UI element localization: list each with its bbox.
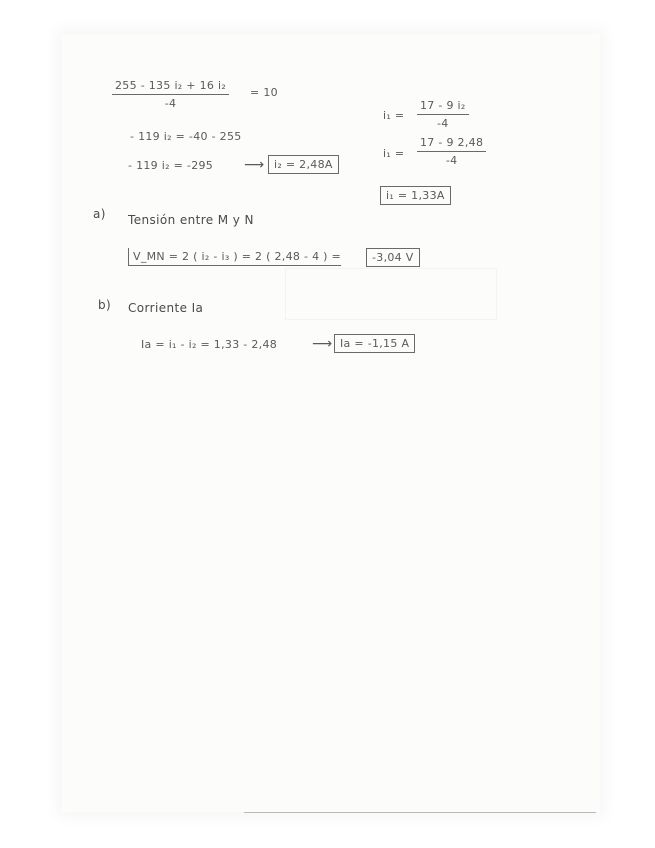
part-b-title: Corriente Ia bbox=[128, 301, 204, 315]
fraction-i1-2 bbox=[417, 137, 486, 166]
fraction-eq1 bbox=[112, 80, 229, 109]
page-edge-line bbox=[244, 812, 596, 813]
part-a-title: Tensión entre M y N bbox=[128, 213, 254, 227]
part-b-expression: Ia = i₁ - i₂ = 1,33 - 2,48 bbox=[141, 338, 278, 351]
i1-lhs-2: i₁ = bbox=[383, 147, 405, 160]
arrow-icon: ⟶ bbox=[244, 157, 265, 173]
part-a-expression: V_MN = 2 ( i₂ - i₃ ) = 2 ( 2,48 - 4 ) = bbox=[128, 248, 341, 266]
fraction-numerator: 17 - 9 i₂ bbox=[417, 100, 469, 115]
paper-sheet bbox=[62, 34, 600, 812]
fraction-numerator: 255 - 135 i₂ + 16 i₂ bbox=[112, 80, 229, 95]
eq1-rhs: = 10 bbox=[250, 86, 278, 99]
fraction-numerator: 17 - 9 2,48 bbox=[417, 137, 486, 152]
fraction-i1-1 bbox=[417, 100, 469, 129]
boxed-result-i2: i₂ = 2,48A bbox=[268, 155, 339, 174]
boxed-result-ia: Ia = -1,15 A bbox=[334, 334, 415, 353]
i1-lhs-1: i₁ = bbox=[383, 109, 405, 122]
show-through-rectangle bbox=[285, 268, 497, 320]
equation-line-2: - 119 i₂ = -40 - 255 bbox=[130, 130, 242, 143]
fraction-denominator: -4 bbox=[164, 97, 177, 110]
fraction-denominator: -4 bbox=[445, 154, 458, 167]
boxed-result-i1: i₁ = 1,33A bbox=[380, 186, 451, 205]
part-b-letter: b) bbox=[98, 298, 112, 312]
fraction-denominator: -4 bbox=[437, 117, 449, 130]
arrow-icon: ⟶ bbox=[312, 336, 333, 352]
boxed-result-vmn: -3,04 V bbox=[366, 248, 420, 267]
part-a-letter: a) bbox=[93, 207, 106, 221]
equation-line-3: - 119 i₂ = -295 bbox=[128, 159, 214, 172]
